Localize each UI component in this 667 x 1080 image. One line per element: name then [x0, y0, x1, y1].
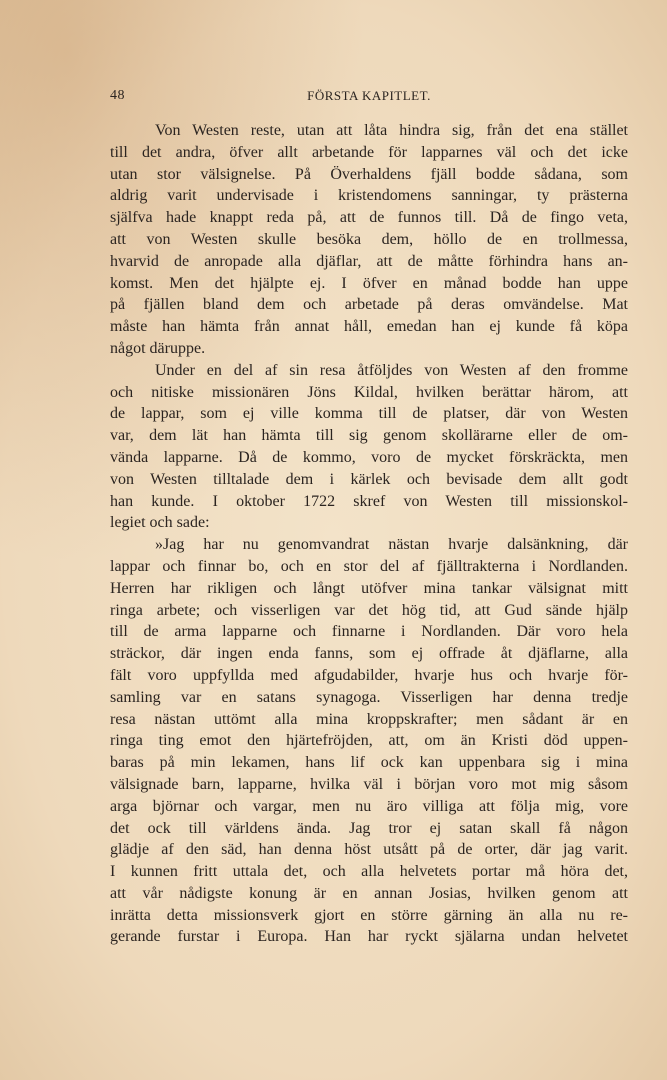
- text-line: von Westen tilltalade dem i kärlek och bevisade dem allt godt: [110, 470, 628, 488]
- text-line: han kunde. I oktober 1722 skref von Westen till missionskol-: [110, 492, 628, 510]
- text-line: baras på min lekamen, hans lif ock kan uppenbara sig i mina: [110, 754, 628, 772]
- text-line: fält voro uppfyllda med afgudabilder, hvarje hus och hvarje för-: [110, 666, 628, 684]
- text-line: något däruppe.: [110, 339, 206, 357]
- text-line: gerande furstar i Europa. Han har ryckt själarna undan helvetet: [110, 928, 628, 946]
- text-line: ringa ting emot den hjärtefröjden, att, om än Kristi död uppen-: [110, 732, 628, 750]
- text-line: samling var en satans synagoga. Visserligen har denna tredje: [110, 688, 628, 706]
- text-line: vända lapparne. Då de kommo, voro de mycket förskräckta, men: [110, 448, 628, 466]
- text-line: det ock till världens ända. Jag tror ej satan skall få någon: [110, 819, 628, 837]
- text-line: legiet och sade:: [110, 514, 210, 532]
- text-line: utan stor välsignelse. På Överhaldens fjäll bodde sådana, som: [110, 165, 628, 183]
- text-line: glädje af den säd, han denna höst utsått på de orter, där jag varit.: [110, 841, 628, 859]
- text-line: var, dem lät han hämta till sig genom skollärarne eller de om-: [110, 427, 628, 445]
- text-line: till de arma lapparne och finnarne i Nordlanden. Där voro hela: [110, 623, 628, 641]
- text-line: och nitiske missionären Jöns Kildal, hvilken berättar härom, att: [110, 383, 628, 401]
- text-line: att von Westen skulle besöka dem, höllo de en trollmessa,: [110, 230, 628, 248]
- text-line: till det andra, öfver allt arbetande för lapparnes väl och det icke: [110, 143, 628, 161]
- text-line: ringa arbete; och visserligen var det hög tid, att Gud sände hjälp: [110, 601, 628, 619]
- text-line: aldrig varit undervisade i kristendomens sanningar, ty prästerna: [110, 187, 628, 205]
- text-line: inrätta detta missionsverk gjort en större gärning än alla nu re-: [110, 906, 628, 924]
- page-header: [110, 88, 628, 112]
- text-line: Herren har rikligen och långt utöfver mina tankar välsignat mitt: [110, 579, 628, 597]
- running-head: FÖRSTA KAPITLET.: [307, 88, 431, 103]
- text-line: resa nästan uttömt alla mina kroppskrafter; men sådant är en: [110, 710, 628, 728]
- text-line: komst. Men det hjälpte ej. I öfver en månad bodde han uppe: [110, 274, 628, 292]
- text-line: på fjällen bland dem och arbetade på deras omvändelse. Mat: [110, 296, 628, 314]
- text-line: välsignade barn, lapparne, hvilka väl i början voro mot mig såsom: [110, 775, 628, 793]
- text-line: måste han hämta från annat håll, emedan han ej kunde få köpa: [110, 318, 628, 336]
- text-line: sträckor, där ingen enda fanns, som ej offrade åt djäflarne, alla: [110, 645, 628, 663]
- text-line: Von Westen reste, utan att låta hindra sig, från det ena stället: [155, 122, 628, 139]
- text-line: I kunnen fritt uttala det, och alla helvetets portar må höra det,: [110, 863, 628, 881]
- text-line: lappar och finnar bo, och en stor del af fjälltrakterna i Nordlanden.: [110, 557, 628, 575]
- text-line: själfva hade knappt reda på, att de funnos till. Då de fingo veta,: [110, 209, 628, 227]
- text-line: att vår nådigste konung är en annan Josias, hvilken genom att: [110, 884, 628, 902]
- text-line: »Jag har nu genomvandrat nästan hvarje dalsänkning, där: [155, 536, 628, 554]
- text-line: arga björnar och vargar, men nu äro villiga att följa mig, vore: [110, 797, 628, 815]
- page-number: 48: [110, 88, 125, 103]
- text-line: Under en del af sin resa åtföljdes von Westen af den fromme: [155, 361, 628, 379]
- body-text: [110, 120, 628, 948]
- text-line: de lappar, som ej ville komma till de platser, där von Westen: [110, 405, 628, 423]
- text-line: hvarvid de anropade alla djäflar, att de måtte förhindra hans an-: [110, 252, 628, 270]
